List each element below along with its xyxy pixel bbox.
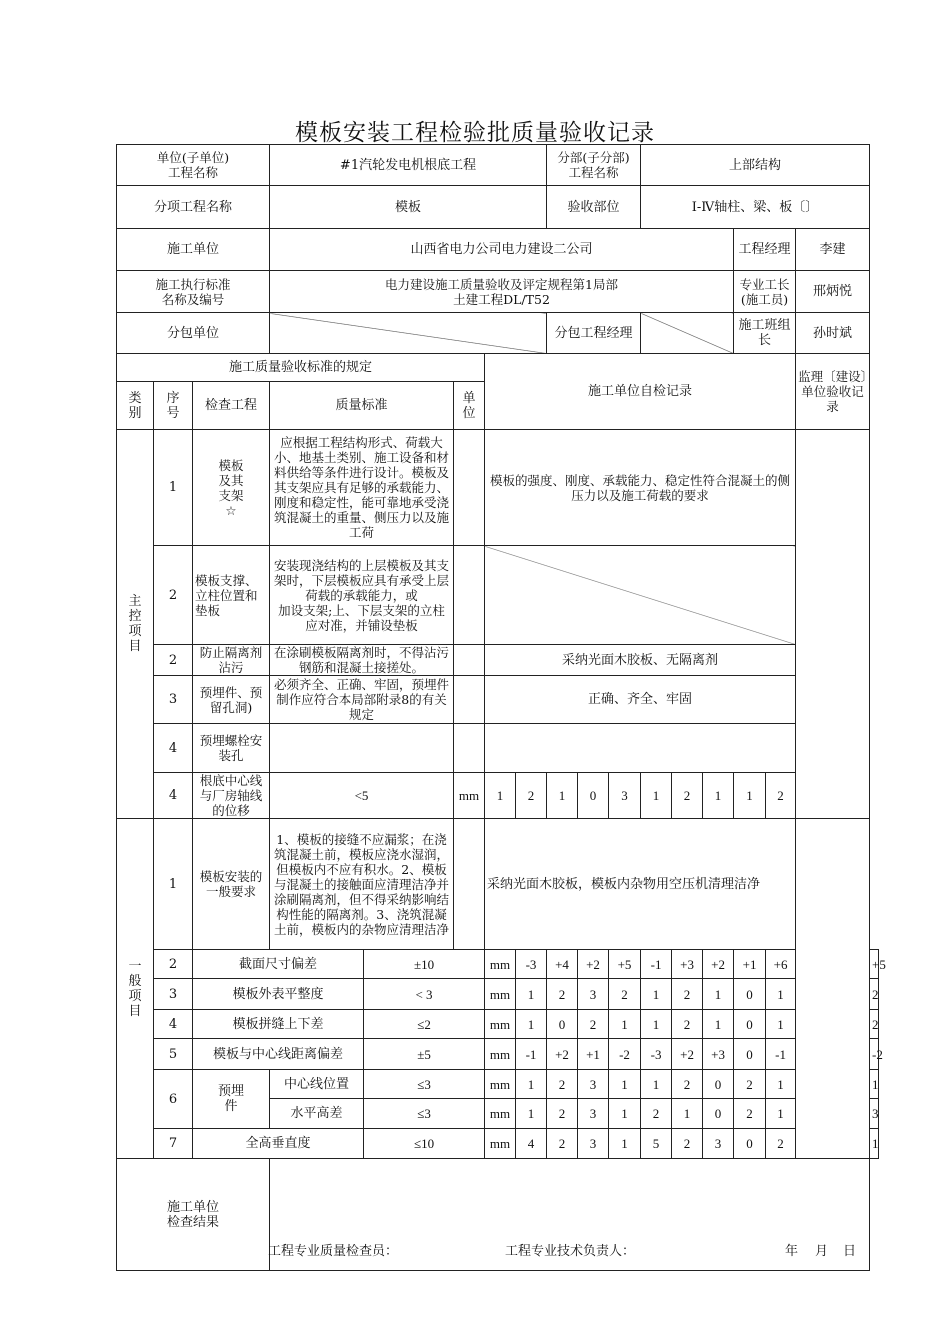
seq-header: 序 号	[154, 382, 193, 430]
check-item: 全高垂直度	[193, 1129, 364, 1159]
check-item: 防止隔离剂沾污	[193, 645, 270, 676]
inspection-record-table	[116, 144, 886, 1271]
supervisor-record	[796, 430, 870, 819]
measured-value: 0	[734, 1129, 766, 1159]
measured-value: +6	[766, 950, 796, 979]
measured-value: 3	[609, 773, 641, 819]
unit-cell: mm	[454, 773, 485, 819]
acceptance-part-label: 验收部位	[547, 186, 641, 229]
table-row-seq: 4	[154, 724, 193, 773]
table-row-seq: 4	[154, 773, 193, 819]
acceptance-part-value: Ⅰ-Ⅳ轴柱、梁、板〔〕	[641, 186, 870, 229]
general-category: 一般项目	[117, 819, 154, 1159]
unit-cell: mm	[485, 1010, 516, 1039]
unit-cell	[454, 645, 485, 676]
measured-value: -3	[516, 950, 547, 979]
part-project-label: 分部(子分部) 工程名称	[547, 145, 641, 186]
check-item: 模板支撑、立柱位置和垫板	[193, 546, 270, 645]
unit-cell: mm	[485, 979, 516, 1010]
quality-standard: <5	[270, 773, 454, 819]
sub-pm-value	[641, 313, 734, 354]
table-row-seq: 3	[154, 979, 193, 1010]
measured-value: 1	[485, 773, 516, 819]
measured-value: -1	[516, 1039, 547, 1070]
measured-value: +5	[870, 950, 879, 979]
measured-value: -1	[641, 950, 672, 979]
unit-cell: mm	[485, 1099, 516, 1129]
table-row-seq: 3	[154, 676, 193, 724]
measured-value: 2	[641, 1099, 672, 1129]
measured-value: 2	[516, 773, 547, 819]
subcontractor-label: 分包单位	[117, 313, 270, 354]
measured-value: 0	[703, 1099, 734, 1129]
item-project-label: 分项工程名称	[117, 186, 270, 229]
measured-value: 2	[734, 1070, 766, 1099]
measured-value: 0	[734, 1039, 766, 1070]
table-row-seq: 2	[154, 546, 193, 645]
measured-value: +5	[609, 950, 641, 979]
unit-project-label: 单位(子单位) 工程名称	[117, 145, 270, 186]
measured-value: +2	[578, 950, 609, 979]
quality-standard: ≤3	[364, 1070, 485, 1099]
check-item: 模板与中心线距离偏差	[193, 1039, 364, 1070]
measured-value: 1	[672, 1099, 703, 1129]
measured-value: -1	[766, 1039, 796, 1070]
table-row-seq: 2	[154, 645, 193, 676]
measured-value: 3	[578, 1070, 609, 1099]
check-item: 模板 及其 支架 ☆	[193, 430, 270, 546]
foreman-value: 邢炳悦	[796, 271, 870, 313]
measured-value: 1	[703, 979, 734, 1010]
check-item: 模板安装的一般要求	[193, 819, 270, 950]
quality-standard: ±10	[364, 950, 485, 979]
measured-value: 1	[641, 773, 672, 819]
measured-value: 2	[870, 979, 879, 1010]
measured-value: 1	[609, 1099, 641, 1129]
quality-standard: 必须齐全、正确、牢固，预埋件制作应符合本局部附录8的有关规定	[270, 676, 454, 724]
measured-value: 1	[703, 773, 734, 819]
table-row-seq: 6	[154, 1070, 193, 1129]
check-item: 截面尺寸偏差	[193, 950, 364, 979]
part-project-value: 上部结构	[641, 145, 870, 186]
measured-value: 1	[870, 1070, 879, 1099]
quality-standard: ±5	[364, 1039, 485, 1070]
quality-standard-header: 质量标准	[270, 382, 454, 430]
measured-value: 0	[547, 1010, 578, 1039]
measured-value: 2	[766, 773, 796, 819]
table-row-seq: 7	[154, 1129, 193, 1159]
measured-value: +4	[547, 950, 578, 979]
table-row-seq: 2	[154, 950, 193, 979]
check-item: 模板拼缝上下差	[193, 1010, 364, 1039]
table-row-seq: 4	[154, 1010, 193, 1039]
table-row-seq: 1	[154, 430, 193, 546]
measured-value: +1	[578, 1039, 609, 1070]
measured-value: 1	[516, 979, 547, 1010]
check-item: 模板外表平整度	[193, 979, 364, 1010]
unit-project-value: #1汽轮发电机根底工程	[270, 145, 547, 186]
check-sub-item: 水平高差	[270, 1099, 364, 1129]
measured-value: 2	[672, 1070, 703, 1099]
measured-value: 3	[578, 1099, 609, 1129]
check-item: 预埋件、预留孔洞)	[193, 676, 270, 724]
sign-year-label: 年	[785, 1244, 799, 1259]
measured-value: 1	[641, 1070, 672, 1099]
measured-value: +3	[703, 1039, 734, 1070]
measured-value: 1	[703, 1010, 734, 1039]
quality-standard: < 3	[364, 979, 485, 1010]
measured-value: 2	[547, 1129, 578, 1159]
measured-value: 2	[547, 979, 578, 1010]
measured-value: +2	[672, 1039, 703, 1070]
check-sub-item: 中心线位置	[270, 1070, 364, 1099]
team-leader-value: 孙时斌	[796, 313, 870, 354]
measured-value: 3	[703, 1129, 734, 1159]
tech-lead-label: 工程专业技术负责人：	[505, 1244, 636, 1259]
quality-standard: ≤2	[364, 1010, 485, 1039]
measured-value: 1	[609, 1070, 641, 1099]
unit-cell	[454, 546, 485, 645]
team-leader-label: 施工班组长	[734, 313, 796, 354]
quality-standard: 应根据工程结构形式、荷载大小、地基土类别、施工设备和材料供给等条件进行设计。模板及其支架应具有足够的承载能力、刚度和稳定性，能可靠地承受浇筑混凝土的重量、侧压力以及施工荷	[270, 430, 454, 546]
measured-value: 1	[641, 1010, 672, 1039]
measured-value: 1	[766, 979, 796, 1010]
measured-value: 2	[672, 773, 703, 819]
measured-value: -3	[641, 1039, 672, 1070]
unit-cell	[454, 676, 485, 724]
supervisor-header: 监理〔建设〕单位验收记录	[796, 354, 870, 430]
measured-value: -2	[870, 1039, 879, 1070]
quality-standard: 在涂刷模板隔离剂时，不得沾污钢筋和混凝土接搓处。	[270, 645, 454, 676]
self-check-record: 采纳光面木胶板，模板内杂物用空压机清理洁净	[485, 819, 796, 950]
measured-value: 3	[578, 979, 609, 1010]
category-header: 类 别	[117, 382, 154, 430]
measured-value: 0	[734, 1010, 766, 1039]
check-item: 预埋 件	[193, 1070, 270, 1129]
measured-value: 2	[672, 1010, 703, 1039]
quality-standard: ≤3	[364, 1099, 485, 1129]
measured-value: 3	[578, 1129, 609, 1159]
measured-value: 3	[870, 1099, 879, 1129]
self-check-record	[485, 724, 796, 773]
measured-value: +2	[547, 1039, 578, 1070]
check-item-header: 检查工程	[193, 382, 270, 430]
sub-pm-label: 分包工程经理	[547, 313, 641, 354]
standard-value: 电力建设施工质量验收及评定规程第1局部 土建工程DL/T52	[270, 271, 734, 313]
constructor-value: 山西省电力公司电力建设二公司	[270, 229, 734, 271]
measured-value: 4	[516, 1129, 547, 1159]
unit-header: 单 位	[454, 382, 485, 430]
measured-value: 1	[609, 1129, 641, 1159]
measured-value: -2	[609, 1039, 641, 1070]
measured-value: 1	[516, 1070, 547, 1099]
self-check-record	[485, 546, 796, 645]
measured-value: 2	[766, 1129, 796, 1159]
quality-standard	[270, 724, 454, 773]
sign-day-label: 日	[843, 1244, 857, 1259]
measured-value: +1	[734, 950, 766, 979]
quality-standard: 安装现浇结构的上层模板及其支架时，下层模板应具有承受上层荷载的承载能力，或 加设支架;上、下层支架的立柱应对准，并铺设垫板	[270, 546, 454, 645]
subcontractor-value	[270, 313, 547, 354]
measured-value: 2	[547, 1099, 578, 1129]
measured-value: 1	[766, 1099, 796, 1129]
unit-cell	[454, 430, 485, 546]
quality-standard: 1、模板的接缝不应漏浆；在浇筑混凝土前，模板应浇水湿润，但模板内不应有积水。2、模板与混凝土的接触面应清理洁净并涂刷隔离剂，但不得采纳影响结构性能的隔离剂。3、浇筑混凝土前，模板内的杂物应清理洁净	[270, 819, 454, 950]
measured-value: 1	[766, 1070, 796, 1099]
supervisor-record	[796, 819, 870, 1159]
measured-value: +2	[703, 950, 734, 979]
unit-cell: mm	[485, 950, 516, 979]
unit-cell	[454, 819, 485, 950]
measured-value: 2	[672, 1129, 703, 1159]
measured-value: 2	[609, 979, 641, 1010]
unit-cell	[454, 724, 485, 773]
spec-group-header: 施工质量验收标准的规定	[117, 354, 485, 382]
unit-cell: mm	[485, 1039, 516, 1070]
standard-label: 施工执行标准 名称及编号	[117, 271, 270, 313]
quality-standard: ≤10	[364, 1129, 485, 1159]
self-check-record: 正确、齐全、牢固	[485, 676, 796, 724]
check-item: 根底中心线与厂房轴线的位移	[193, 773, 270, 819]
table-row-seq: 1	[154, 819, 193, 950]
measured-value: 2	[734, 1099, 766, 1129]
measured-value: 0	[734, 979, 766, 1010]
measured-value: 0	[703, 1070, 734, 1099]
measured-value: 1	[641, 979, 672, 1010]
main-control-category: 主控项目	[117, 430, 154, 819]
inspection-result-label: 施工单位 检查结果	[117, 1159, 270, 1271]
measured-value: 2	[578, 1010, 609, 1039]
measured-value: 2	[547, 1070, 578, 1099]
constructor-label: 施工单位	[117, 229, 270, 271]
self-check-header: 施工单位自检记录	[485, 354, 796, 430]
project-manager-value: 李建	[796, 229, 870, 271]
unit-cell: mm	[485, 1129, 516, 1159]
table-row-seq: 5	[154, 1039, 193, 1070]
measured-value: 1	[766, 1010, 796, 1039]
project-manager-label: 工程经理	[734, 229, 796, 271]
measured-value: 1	[609, 1010, 641, 1039]
measured-value: +3	[672, 950, 703, 979]
measured-value: 1	[516, 1099, 547, 1129]
measured-value: 0	[578, 773, 609, 819]
self-check-record: 采纳光面木胶板、无隔离剂	[485, 645, 796, 676]
sign-month-label: 月	[815, 1244, 829, 1259]
item-project-value: 模板	[270, 186, 547, 229]
measured-value: 2	[672, 979, 703, 1010]
self-check-record: 模板的强度、刚度、承载能力、稳定性符合混凝土的侧压力以及施工荷载的要求	[485, 430, 796, 546]
measured-value: 1	[516, 1010, 547, 1039]
unit-cell: mm	[485, 1070, 516, 1099]
measured-value: 5	[641, 1129, 672, 1159]
measured-value: 1	[547, 773, 578, 819]
measured-value: 2	[870, 1010, 879, 1039]
foreman-label: 专业工长 (施工员)	[734, 271, 796, 313]
quality-inspector-label: 工程专业质量检查员：	[268, 1244, 399, 1259]
page-title: 模板安装工程检验批质量验收记录	[295, 120, 655, 146]
measured-value: 1	[734, 773, 766, 819]
check-item: 预埋螺栓安装孔	[193, 724, 270, 773]
measured-value: 1	[870, 1129, 879, 1159]
